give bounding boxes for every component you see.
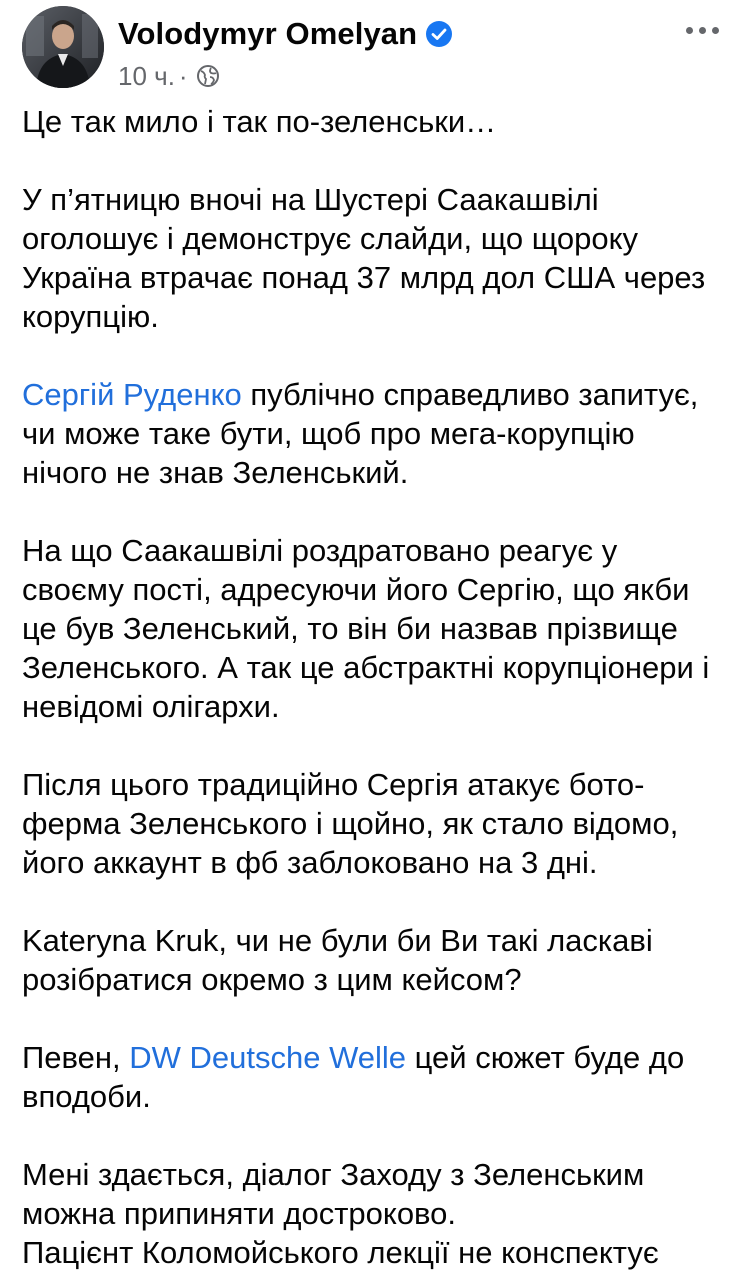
author-name-row <box>118 14 453 54</box>
post-line: Пацієнт Коломойського лекції не конспектує <box>22 1235 659 1270</box>
post-text: публічно справедливо запитує, <box>241 377 699 412</box>
post-line: можна припиняти достроково. <box>22 1196 457 1231</box>
post-meta <box>118 60 220 92</box>
more-options-button[interactable] <box>669 10 719 50</box>
verified-badge-icon <box>425 20 453 48</box>
post-time[interactable]: 10 ч. <box>118 60 175 91</box>
post-line: невідомі олігархи. <box>22 689 280 724</box>
post-line: оголошує і демонструє слайди, що щороку <box>22 221 639 256</box>
post-line: вподоби. <box>22 1079 151 1114</box>
meta-separator: · <box>178 60 188 91</box>
post-paragraph-4 <box>22 531 722 726</box>
post-body <box>22 102 722 1272</box>
avatar-image <box>22 6 104 88</box>
post-line: його аккаунт в фб заблоковано на 3 дні. <box>22 845 598 880</box>
post-line: На що Саакашвілі роздратовано реагує у <box>22 533 618 568</box>
post-line: ферма Зеленського і щойно, як стало відомо, <box>22 806 679 841</box>
mention-link[interactable]: DW Deutsche Welle <box>129 1040 407 1075</box>
post-line: корупцію. <box>22 299 159 334</box>
post-line: Kateryna Kruk, чи не були би Ви такі ласкаві <box>22 923 653 958</box>
post-text: Певен, <box>22 1040 130 1075</box>
post-line: Це так мило і так по-зеленськи… <box>22 104 497 139</box>
author-name[interactable]: Volodymyr Omelyan <box>118 16 418 51</box>
dot-icon <box>686 27 693 34</box>
dot-icon <box>699 27 706 34</box>
post-line: це був Зеленський, то він би назвав прізвище <box>22 611 678 646</box>
globe-icon[interactable] <box>196 64 220 88</box>
post-line: розібратися окремо з цим кейсом? <box>22 962 522 997</box>
post-paragraph-1 <box>22 102 722 141</box>
post-header <box>22 6 719 91</box>
post-paragraph-7 <box>22 1038 722 1116</box>
post-line: Після цього традиційно Сергія атакує бото- <box>22 767 645 802</box>
post-line: своєму пості, адресуючи його Сергію, що якби <box>22 572 690 607</box>
post-line: чи може таке бути, щоб про мега-корупцію <box>22 416 635 451</box>
post-line: нічого не знав Зеленський. <box>22 455 409 490</box>
author-avatar[interactable] <box>22 6 104 88</box>
post-text: цей сюжет буде до <box>406 1040 685 1075</box>
post-paragraph-5 <box>22 765 722 882</box>
post-line <box>22 1038 722 1077</box>
post-paragraph-3 <box>22 375 722 492</box>
post-line <box>22 375 722 414</box>
post-paragraph-6 <box>22 921 722 999</box>
mention-link[interactable]: Сергій Руденко <box>22 377 242 412</box>
post-paragraph-2 <box>22 180 722 336</box>
post-line: Мені здається, діалог Заходу з Зеленським <box>22 1157 645 1192</box>
dot-icon <box>712 27 719 34</box>
post-line: У п’ятницю вночі на Шустері Саакашвілі <box>22 182 599 217</box>
post-paragraph-8 <box>22 1155 722 1272</box>
post-line: Україна втрачає понад 37 млрд дол США через <box>22 260 706 295</box>
post-line: Зеленського. А так це абстрактні корупціонери і <box>22 650 710 685</box>
